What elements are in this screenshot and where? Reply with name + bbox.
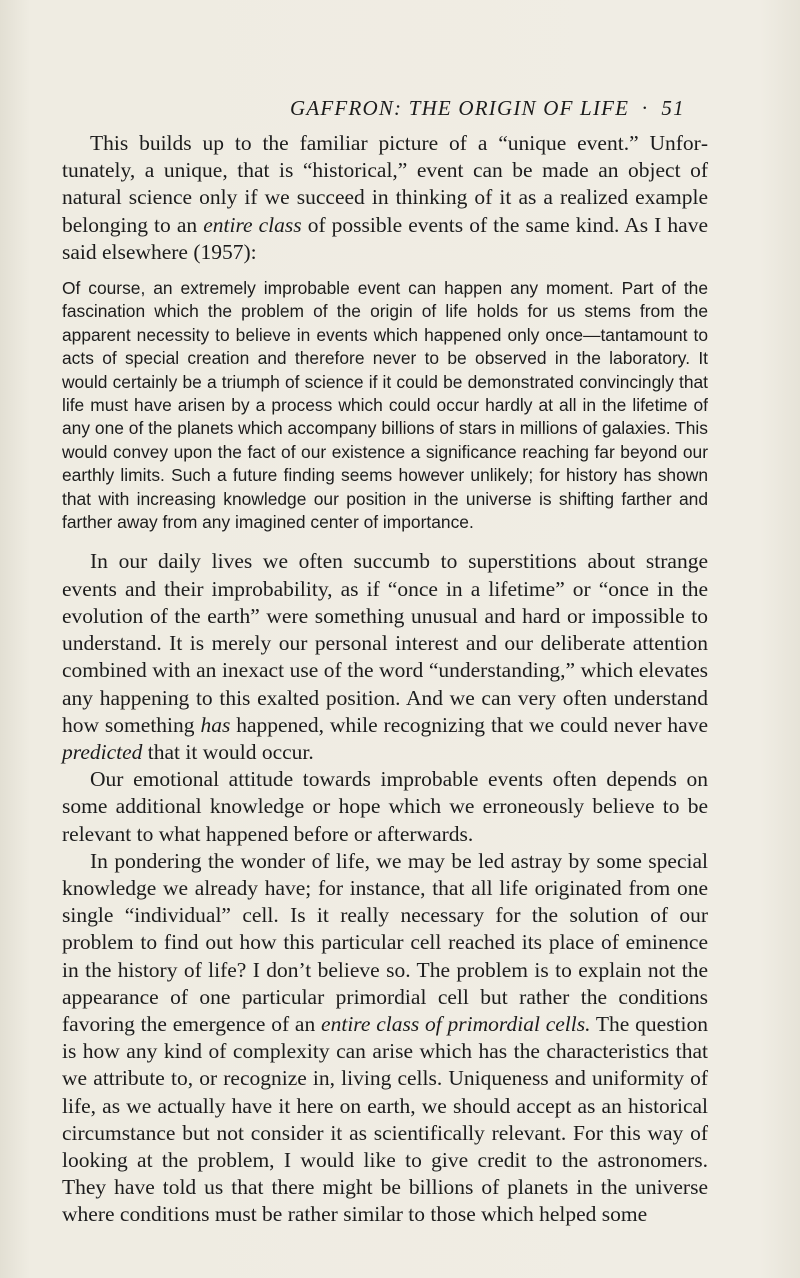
- running-header: [290, 96, 710, 121]
- paragraph-2-emphasis-has: has: [200, 712, 231, 737]
- block-quote: [62, 277, 708, 534]
- paragraph-2: [62, 548, 708, 766]
- paragraph-1-emphasis: entire class: [203, 212, 302, 237]
- quote-paragraph: Of course, an extremely improbable event can happen any moment. Part of the fascination which the problem of the origin of life holds for us stems from the apparent necessity to believe in events which happened only once—tantamount to acts of special creation and therefore never to be observed in the laboratory. It would certainly be a triumph of science if it could be demonstrated convincingly that life must have arisen by a process which could occur hardly at all in the lifetime of any one of the planets which accompany billions of stars in millions of galaxies. This would convey upon the fact of our existence a significance reaching far beyond our earthly limits. Such a future finding seems however unlikely; for history has shown that with increasing knowledge our position in the universe is shifting farther and farther away from any imagined center of importance.: [62, 278, 708, 533]
- paragraph-4-text-b: The question is how any kind of complexity can arise which has the characteristics that we attribute to, or recognize in, living cells. Uniqueness and uniformity of life, as we actually have it here on earth, we should accept as an historical circumstance but not consider it as scientifically relevant. For this way of looking at the problem, I would like to give credit to the astronomers. They have told us that there might be billions of planets in the universe where conditions must be rather similar to those which helped some: [62, 1011, 709, 1227]
- paragraph-1: [62, 130, 708, 266]
- paragraph-2-text-a: In our daily lives we often succumb to superstitions about strange events and their improbability, as if “once in a lifetime” or “once in the evolution of the earth” were something unusual and hard or impossible to understand. It is merely our personal interest and our deliberate attention combined with an inexact use of the word “understanding,” which elevates any happening to this exalted position. And we can very often understand how something: [62, 549, 708, 737]
- paragraph-3: Our emotional attitude towards improbable events often depends on some additional knowledge or hope which we erroneously believe to be relevant to what happened before or afterwards.: [62, 767, 708, 846]
- paragraph-4: [62, 848, 708, 1229]
- running-title: GAFFRON: THE ORIGIN OF LIFE: [290, 96, 630, 120]
- main-paragraphs: [62, 548, 708, 1228]
- paragraph-4-emphasis: entire class of primordial cells.: [321, 1011, 591, 1036]
- paragraph-2-emphasis-predicted: predicted: [62, 739, 143, 764]
- paragraph-1-text-a: This builds up to the familiar picture of a “unique event.” Unfortunately, a unique, that is “historical,” event can be made an object of natural science only if we succeed in thinking of it as a realized example belonging to an: [62, 131, 708, 237]
- intro-paragraph-block: [62, 130, 708, 266]
- paragraph-4-text-a: In pondering the wonder of life, we may be led astray by some special knowledge we already have; for instance, that all life originated from one single “individual” cell. Is it really necessary for the solution of our problem to find out how this particular cell reached its place of eminence in the history of life? I don’t believe so. The problem is to explain not the appearance of one particular primordial cell but rather the conditions favoring the emergence of an: [62, 848, 708, 1036]
- body-text: [62, 130, 708, 1229]
- paragraph-2-text-b: happened, while recognizing that we could never have: [230, 712, 708, 737]
- page-number: 51: [661, 96, 685, 120]
- header-separator: ·: [641, 96, 650, 120]
- paragraph-2-text-c: that it would occur.: [142, 739, 314, 764]
- paragraph-1-text-b: of possible events of the same kind. As I have said elsewhere (1957):: [62, 212, 708, 264]
